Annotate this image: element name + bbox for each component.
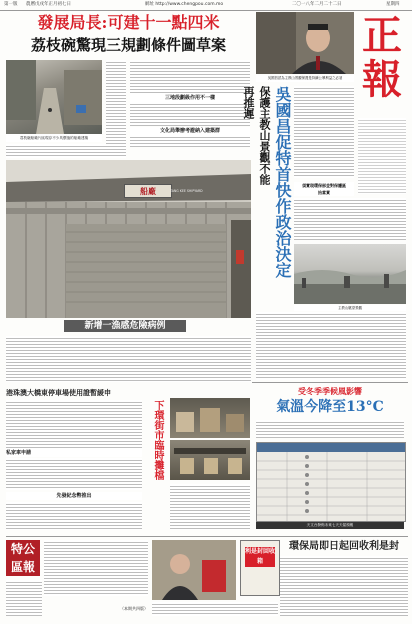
vertical-headline-black: 保護主教山景觀不能再推遲 bbox=[242, 86, 271, 185]
article-text bbox=[6, 144, 126, 158]
shipyard-photo bbox=[6, 160, 251, 318]
market-photo-2 bbox=[170, 440, 250, 480]
main-headline: 發展局長:可建十一點四米 bbox=[37, 13, 220, 32]
article-text bbox=[152, 602, 278, 616]
issue-note: （本期共四版） bbox=[120, 606, 148, 611]
market-vertical-title: 下環街市臨時攤檔 bbox=[152, 400, 163, 480]
politician-photo-art bbox=[256, 12, 354, 74]
article-text bbox=[280, 556, 408, 616]
article-text bbox=[294, 198, 406, 240]
weekday: 星期四 bbox=[386, 2, 400, 7]
politician-photo bbox=[256, 12, 354, 74]
market-photo-2-art bbox=[170, 440, 250, 480]
lunar-date: 農曆戊戌年正月初七日 bbox=[26, 2, 71, 7]
weather-table bbox=[256, 442, 406, 522]
article-text bbox=[44, 540, 148, 596]
article-text bbox=[130, 60, 250, 94]
recycling-photo bbox=[152, 540, 236, 600]
website[interactable]: 網址 http://www.chengpou.com.mo bbox=[145, 2, 224, 7]
street-photo-caption: 荔枝碗船廠片區現存不少具價值的船廠建築 bbox=[6, 134, 102, 142]
masthead-char-2: 報 bbox=[362, 56, 402, 103]
article-text bbox=[130, 135, 250, 147]
masthead-info bbox=[358, 118, 406, 194]
special-label-top: 特公 bbox=[10, 542, 35, 556]
divider bbox=[252, 382, 408, 383]
article-text bbox=[170, 484, 250, 530]
article-text bbox=[294, 86, 354, 178]
story1-title: 港珠澳大橋東停車場使用證暫緩申 bbox=[6, 388, 111, 397]
street-photo-art bbox=[6, 60, 102, 134]
vertical-headline-blue: 吳國昌促特首快作政治決定 bbox=[273, 86, 292, 278]
scenic-photo-caption: 主教山眺望景觀 bbox=[294, 305, 406, 311]
section-banner: 新增一漁感危險病例 bbox=[64, 320, 186, 332]
recycling-box-label: 利是封回收箱 bbox=[245, 548, 275, 565]
market-photo-1-art bbox=[170, 398, 250, 438]
article-text bbox=[130, 102, 250, 126]
article-text bbox=[6, 580, 42, 616]
shipyard-sign-english: TANG KEE SHIPYARD bbox=[170, 189, 203, 193]
special-label-bottom: 區報 bbox=[10, 560, 35, 574]
weather-headline: 氣溫今降至13°C bbox=[276, 399, 384, 415]
page-label: 第一版 bbox=[4, 2, 18, 7]
article-text bbox=[6, 458, 142, 490]
article-text bbox=[6, 336, 251, 382]
section-subtitle: 文化局舉辦考證納入建築群 bbox=[130, 127, 250, 135]
weather-table-grid bbox=[257, 443, 405, 521]
market-photo-1 bbox=[170, 398, 250, 438]
article-text bbox=[256, 420, 404, 438]
special-label bbox=[6, 540, 40, 576]
masthead-char-1: 正 bbox=[362, 12, 402, 59]
story1-subtitle: 私家車申請 bbox=[6, 450, 142, 457]
issue-date: 二〇一八年二月二十二日 bbox=[292, 2, 342, 7]
box-title: 三地段劃級作用不一樣 bbox=[130, 94, 250, 102]
column-text bbox=[106, 60, 126, 144]
divider bbox=[6, 536, 408, 537]
shipyard-sign: 船廠 bbox=[124, 184, 172, 198]
story2-title: 先發紀念幣推出 bbox=[6, 492, 142, 500]
scenic-photo-art bbox=[294, 244, 406, 304]
market-vertical-title-box bbox=[146, 400, 168, 530]
article-text bbox=[6, 502, 142, 530]
masthead bbox=[356, 14, 408, 114]
street-photo bbox=[6, 60, 102, 134]
recycling-headline: 環保局即日起回收利是封 bbox=[289, 541, 399, 552]
right-subtitle-2: 抬當責 bbox=[294, 189, 354, 196]
scenic-photo bbox=[294, 244, 406, 304]
weather-table-caption: 天文台發佈未來七天天氣預報 bbox=[256, 522, 404, 529]
main-subheadline: 荔枝碗驚現三規劃條件圖草案 bbox=[30, 36, 226, 54]
recycling-photo-art bbox=[152, 540, 236, 600]
article-text bbox=[256, 312, 406, 380]
right-subtitle: 須實現環保部並對保護區 bbox=[294, 182, 354, 189]
top-info-bar bbox=[0, 0, 412, 11]
weather-kicker: 受冬季季候風影響 bbox=[298, 386, 362, 396]
recycling-box bbox=[240, 540, 280, 596]
article-text bbox=[6, 400, 142, 450]
politician-photo-caption: 吳國昌認為主教山景觀保護是持續公眾利益之必須 bbox=[256, 75, 354, 82]
